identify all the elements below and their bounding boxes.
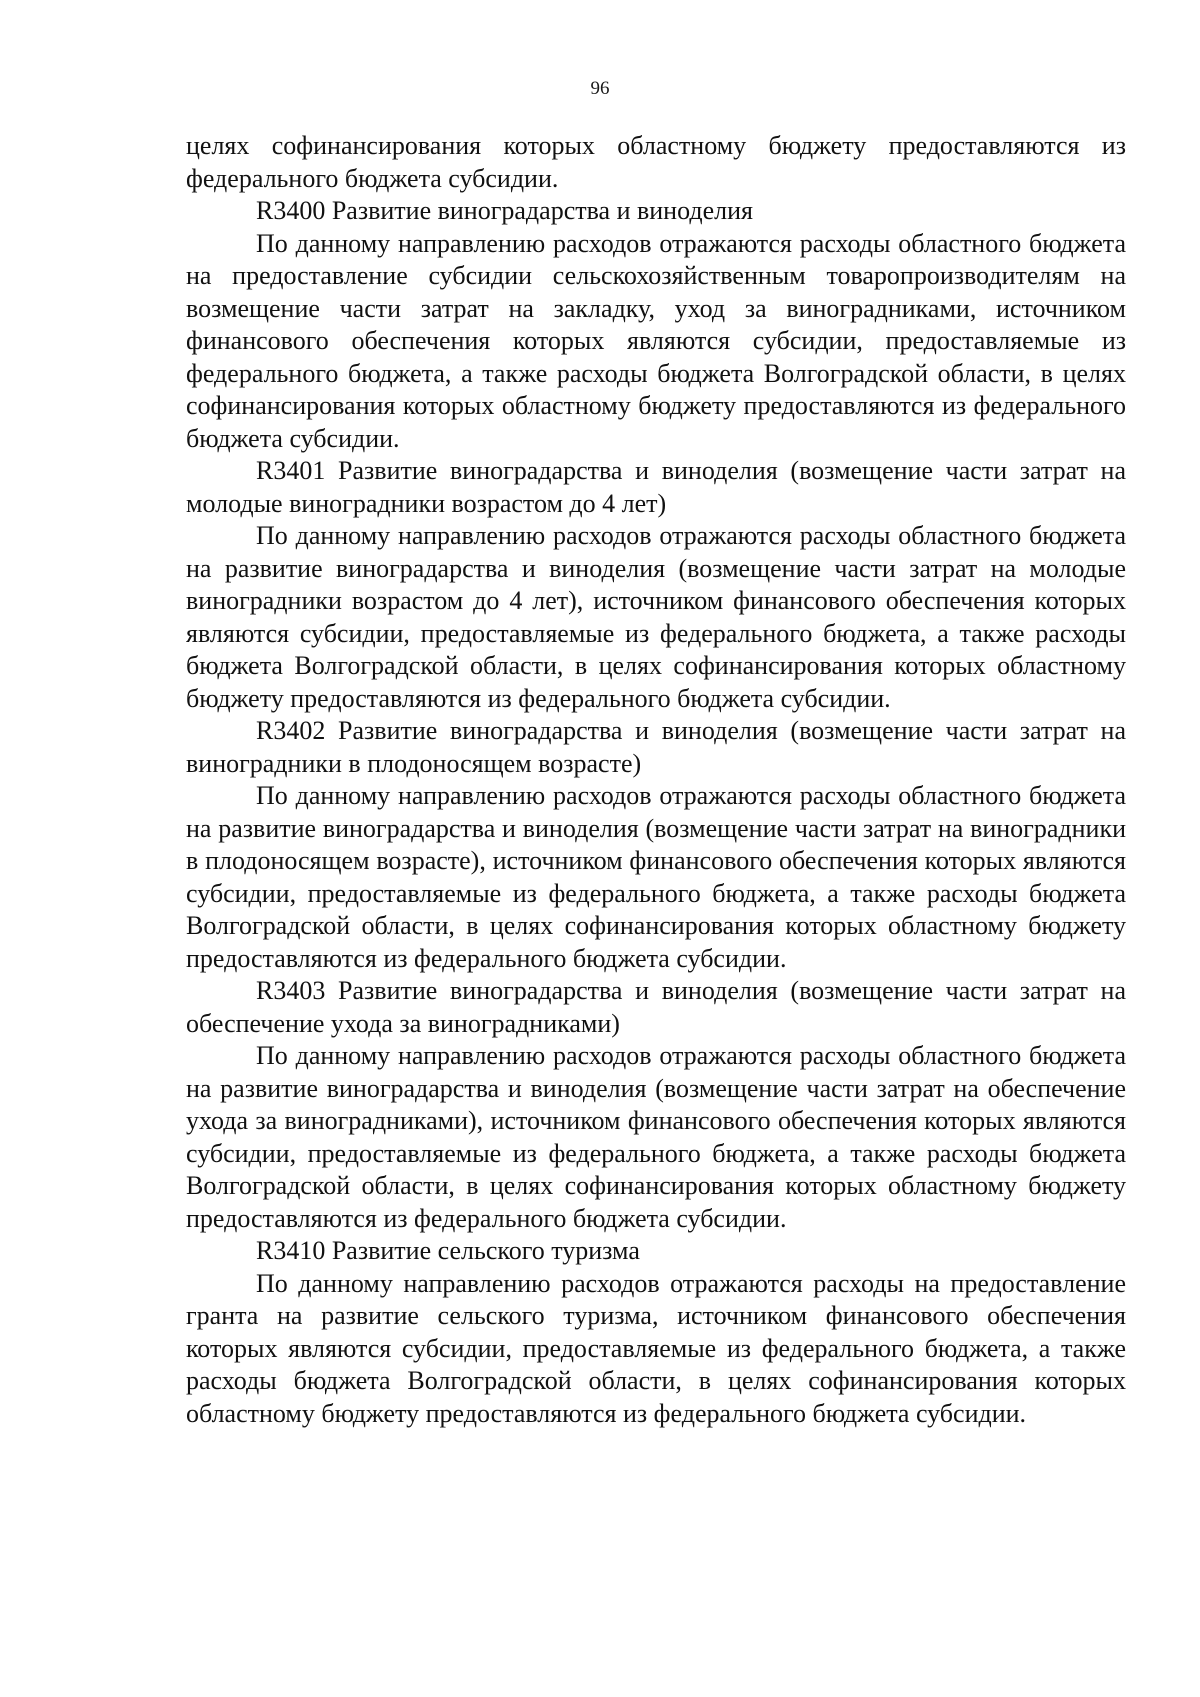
paragraph-r3400: По данному направлению расходов отражаются расходы областного бюджета на предоставление субсидии сельскохозяйственным товаропроизводителям на возмещение части затрат на закладку, уход за виноградниками, источником финансового обеспечения которых являются субсидии, предоставляемые из федерального бюджета, а также расходы бюджета Волгоградской области, в целях софинансирования которых областному бюджету предоставляются из федерального бюджета субсидии. <box>186 228 1126 453</box>
section-heading-r3401: R3401 Развитие виноградарства и виноделия (возмещение части затрат на молодые виноградники возрастом до 4 лет) <box>186 456 1126 518</box>
section-heading-r3402: R3402 Развитие виноградарства и виноделия (возмещение части затрат на виноградники в плодоносящем возрасте) <box>186 716 1126 778</box>
paragraph-r3410: По данному направлению расходов отражаются расходы на предоставление гранта на развитие сельского туризма, источником финансового обеспечения которых являются субсидии, предоставляемые из федерального бюджета, а также расходы бюджета Волгоградской области, в целях софинансирования которых областному бюджету предоставляются из федерального бюджета субсидии. <box>186 1268 1126 1428</box>
paragraph-r3403: По данному направлению расходов отражаются расходы областного бюджета на развитие виноградарства и виноделия (возмещение части затрат на обеспечение ухода за виноградниками), источником финансового обеспечения которых являются субсидии, предоставляемые из федерального бюджета, а также расходы бюджета Волгоградской области, в целях софинансирования которых областному бюджету предоставляются из федерального бюджета субсидии. <box>186 1041 1126 1233</box>
section-heading-r3403: R3403 Развитие виноградарства и виноделия (возмещение части затрат на обеспечение ухода за виноградниками) <box>186 976 1126 1038</box>
document-body <box>186 130 1126 1430</box>
page-number: 96 <box>590 78 610 99</box>
paragraph-r3402: По данному направлению расходов отражаются расходы областного бюджета на развитие виноградарства и виноделия (возмещение части затрат на виноградники в плодоносящем возрасте), источником финансового обеспечения которых являются субсидии, предоставляемые из федерального бюджета, а также расходы бюджета Волгоградской области, в целях софинансирования которых областному бюджету предоставляются из федерального бюджета субсидии. <box>186 781 1126 973</box>
section-heading-r3410: R3410 Развитие сельского туризма <box>256 1236 640 1265</box>
paragraph-r3401: По данному направлению расходов отражаются расходы областного бюджета на развитие виноградарства и виноделия (возмещение части затрат на молодые виноградники возрастом до 4 лет), источником финансового обеспечения которых являются субсидии, предоставляемые из федерального бюджета, а также расходы бюджета Волгоградской области, в целях софинансирования которых областному бюджету предоставляются из федерального бюджета субсидии. <box>186 521 1126 713</box>
paragraph-continuation: целях софинансирования которых областному бюджету предоставляются из федерального бюджета субсидии. <box>186 131 1126 193</box>
section-heading-r3400: R3400 Развитие виноградарства и виноделия <box>256 196 753 225</box>
